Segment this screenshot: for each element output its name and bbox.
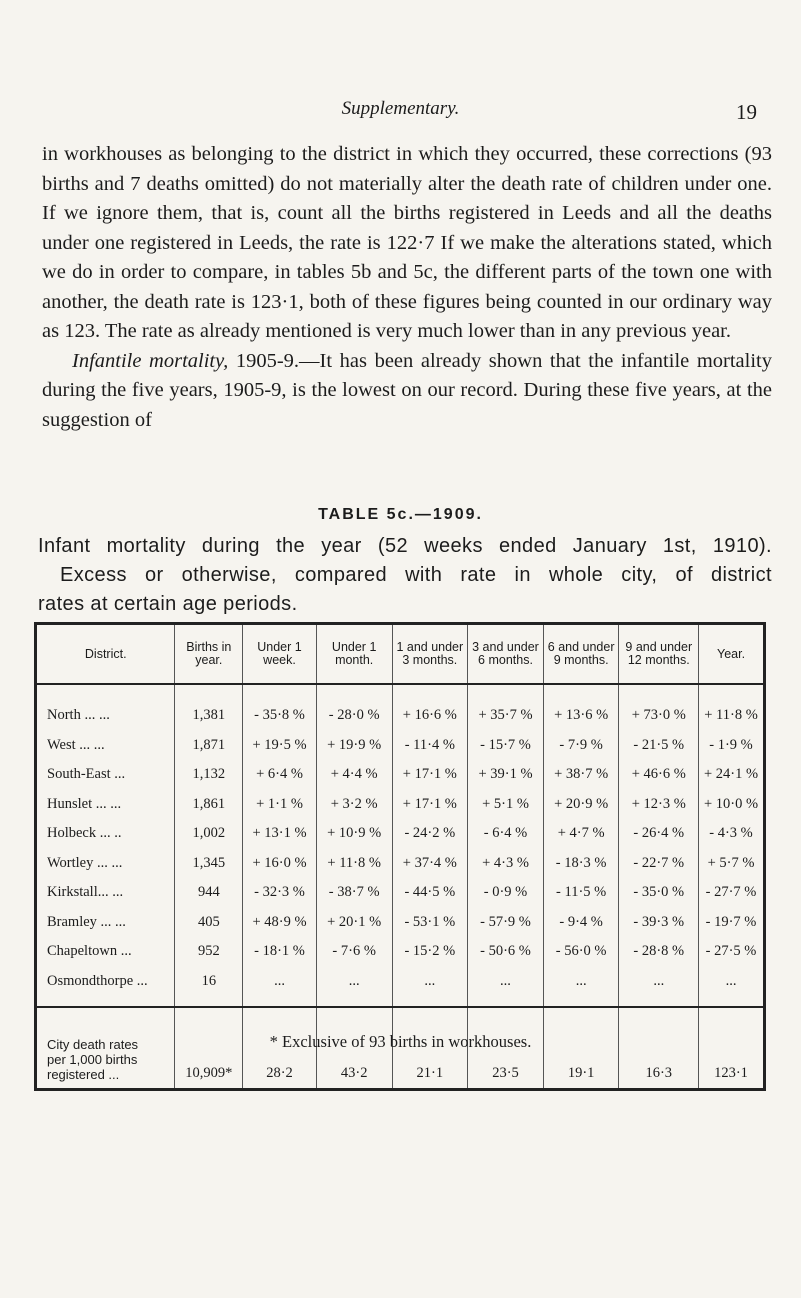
paragraph-2-heading: Infantile mortality, bbox=[72, 349, 229, 372]
table-cell: - 50·6 % bbox=[468, 937, 544, 967]
table-cell: - 44·5 % bbox=[392, 878, 468, 908]
table-row bbox=[36, 819, 765, 849]
table-cell: - 24·2 % bbox=[392, 819, 468, 849]
col-header: 3 and under 6 months. bbox=[468, 624, 544, 685]
table-cell: 1,345 bbox=[175, 849, 243, 879]
table-cell: - 38·7 % bbox=[316, 878, 392, 908]
table-cell: - 1·9 % bbox=[709, 736, 753, 753]
col-header: Year. bbox=[699, 624, 765, 685]
body-text bbox=[42, 140, 772, 435]
table-cell: + 17·1 % bbox=[392, 760, 468, 790]
table-cell: - 56·0 % bbox=[543, 937, 619, 967]
table-cell: + 11·8 % bbox=[704, 707, 758, 724]
total-cell: 10,909* bbox=[175, 1007, 243, 1090]
district-name: North ... ... bbox=[36, 684, 175, 731]
table-cell: - 28·8 % bbox=[619, 937, 699, 967]
table-cell: + 20·9 % bbox=[543, 790, 619, 820]
table-cell: ... bbox=[468, 967, 544, 1008]
table-cell: + 4·7 % bbox=[543, 819, 619, 849]
table-row bbox=[36, 760, 765, 790]
table-cell: + 11·8 % bbox=[316, 849, 392, 879]
table-cell: 1,002 bbox=[175, 819, 243, 849]
running-head: Supplementary. bbox=[341, 98, 460, 119]
table-cell: + 4·4 % bbox=[316, 760, 392, 790]
district-name: West ... ... bbox=[36, 731, 175, 761]
table-cell: - 22·7 % bbox=[619, 849, 699, 879]
table-cell: + 5·7 % bbox=[707, 854, 755, 871]
page-number: 19 bbox=[736, 100, 757, 124]
table-cell: 1,381 bbox=[175, 684, 243, 731]
table-cell: + 24·1 % bbox=[703, 766, 759, 783]
table-cell: + 48·9 % bbox=[243, 908, 317, 938]
table-row bbox=[36, 908, 765, 938]
col-header: 1 and under 3 months. bbox=[392, 624, 468, 685]
table-cell: + 37·4 % bbox=[392, 849, 468, 879]
table-cell: - 35·0 % bbox=[619, 878, 699, 908]
table-cell: - 53·1 % bbox=[392, 908, 468, 938]
table-cell: - 7·6 % bbox=[316, 937, 392, 967]
table-cell: + 16·6 % bbox=[392, 684, 468, 731]
table-cell: + 13·1 % bbox=[243, 819, 317, 849]
col-header: 6 and under 9 months. bbox=[543, 624, 619, 685]
table-cell: ... bbox=[619, 967, 699, 1008]
table-header-row bbox=[36, 624, 765, 685]
table-cell: + 20·1 % bbox=[316, 908, 392, 938]
table-cell: + 3·2 % bbox=[316, 790, 392, 820]
paragraph-1: in workhouses as belonging to the district in which they occurred, these corrections (93 births and 7 deaths omitted) do not materially alter the death rate of children under one. If we ignore them, that is, count all the births registered in Leeds and all the deaths under one registered in Leeds, the rate is 122·7 If we make the alterations stated, which we do in order to compare, in tables 5b and 5c, the different parts of the town one with another, the death rate is 123·1, both of these figures being counted in our ordinary way as 123. The rate as already mentioned is very much lower than in any previous year. bbox=[42, 143, 772, 342]
total-label-line: City death rates bbox=[47, 1037, 139, 1052]
table-cell: + 19·9 % bbox=[316, 731, 392, 761]
table-cell: 16 bbox=[175, 967, 243, 1008]
table-cell: - 18·1 % bbox=[243, 937, 317, 967]
paragraph-2-text: 1905-9.—It has been already shown that the infantile mortality during the five years, 1905-9, is the lowest on our record. During these five years, at the suggestion of bbox=[42, 349, 772, 431]
table-cell: + 73·0 % bbox=[619, 684, 699, 731]
table-cell: 944 bbox=[175, 878, 243, 908]
district-name: Osmondthorpe ... bbox=[36, 967, 175, 1008]
district-name: South-East ... bbox=[36, 760, 175, 790]
total-cell: 23·5 bbox=[468, 1007, 544, 1090]
table-cell: ... bbox=[725, 972, 737, 989]
col-header: Births in year. bbox=[175, 624, 243, 685]
table-cell: ... bbox=[243, 967, 317, 1008]
caption-line-2: Excess or otherwise, compared with rate in whole city, of district bbox=[60, 564, 772, 586]
table-cell: ... bbox=[316, 967, 392, 1008]
table-cell: - 7·9 % bbox=[543, 731, 619, 761]
table-cell: - 28·0 % bbox=[316, 684, 392, 731]
table-body bbox=[36, 684, 765, 1007]
table-cell: + 19·5 % bbox=[243, 731, 317, 761]
district-name: Chapeltown ... bbox=[36, 937, 175, 967]
table-row bbox=[36, 849, 765, 879]
table-cell: - 32·3 % bbox=[243, 878, 317, 908]
district-name: Bramley ... ... bbox=[36, 908, 175, 938]
table-row bbox=[36, 684, 765, 731]
table-cell: ... bbox=[392, 967, 468, 1008]
infant-mortality-table bbox=[34, 622, 766, 1091]
table-cell: - 19·7 % bbox=[705, 913, 757, 930]
table-cell: + 16·0 % bbox=[243, 849, 317, 879]
table-row bbox=[36, 731, 765, 761]
table-cell: + 10·0 % bbox=[703, 795, 759, 812]
table-cell: - 15·2 % bbox=[392, 937, 468, 967]
table-cell: - 57·9 % bbox=[468, 908, 544, 938]
table-cell: + 35·7 % bbox=[468, 684, 544, 731]
total-cell: 28·2 bbox=[243, 1007, 317, 1090]
table-cell: 952 bbox=[175, 937, 243, 967]
table-cell: + 12·3 % bbox=[619, 790, 699, 820]
table-cell: 405 bbox=[175, 908, 243, 938]
total-cell: 16·3 bbox=[619, 1007, 699, 1090]
table-cell: + 38·7 % bbox=[543, 760, 619, 790]
table-title: TABLE 5c.—1909. bbox=[318, 506, 483, 523]
table-cell: - 11·4 % bbox=[392, 731, 468, 761]
col-header: District. bbox=[36, 624, 175, 685]
table-cell: + 17·1 % bbox=[392, 790, 468, 820]
table-cell: - 39·3 % bbox=[619, 908, 699, 938]
table-cell: - 15·7 % bbox=[468, 731, 544, 761]
table-cell: - 6·4 % bbox=[468, 819, 544, 849]
table-cell: + 10·9 % bbox=[316, 819, 392, 849]
table-cell: + 13·6 % bbox=[543, 684, 619, 731]
table-cell: - 11·5 % bbox=[543, 878, 619, 908]
table-row bbox=[36, 790, 765, 820]
table-cell: 1,861 bbox=[175, 790, 243, 820]
table-cell: - 26·4 % bbox=[619, 819, 699, 849]
table-cell: 1,871 bbox=[175, 731, 243, 761]
table-cell: + 1·1 % bbox=[243, 790, 317, 820]
table-cell: 1,132 bbox=[175, 760, 243, 790]
col-header: Under 1 month. bbox=[316, 624, 392, 685]
total-cell: 123·1 bbox=[699, 1007, 765, 1090]
table-row bbox=[36, 878, 765, 908]
district-name: Holbeck ... .. bbox=[36, 819, 175, 849]
table-row bbox=[36, 967, 765, 1008]
table-cell: - 9·4 % bbox=[543, 908, 619, 938]
col-header: 9 and under 12 months. bbox=[619, 624, 699, 685]
table-cell: + 4·3 % bbox=[468, 849, 544, 879]
total-cell: 19·1 bbox=[543, 1007, 619, 1090]
table-cell: + 5·1 % bbox=[468, 790, 544, 820]
table-caption bbox=[32, 532, 772, 619]
total-cell: 21·1 bbox=[392, 1007, 468, 1090]
table-cell: - 4·3 % bbox=[709, 825, 753, 842]
paragraph-2 bbox=[42, 347, 772, 436]
table-cell: ... bbox=[543, 967, 619, 1008]
table-cell: + 39·1 % bbox=[468, 760, 544, 790]
caption-line-1: Infant mortality during the year (52 weeks ended January 1st, 1910). bbox=[38, 535, 772, 557]
table-cell: - 27·7 % bbox=[705, 884, 757, 901]
district-name: Wortley ... ... bbox=[36, 849, 175, 879]
total-label-line: per 1,000 births bbox=[47, 1052, 138, 1067]
table-row bbox=[36, 937, 765, 967]
total-label-line: registered ... bbox=[47, 1067, 120, 1082]
table-cell: - 27·5 % bbox=[705, 943, 757, 960]
total-cell: 43·2 bbox=[316, 1007, 392, 1090]
district-name: Hunslet ... ... bbox=[36, 790, 175, 820]
district-name: Kirkstall... ... bbox=[36, 878, 175, 908]
col-header: Under 1 week. bbox=[243, 624, 317, 685]
table-cell: - 21·5 % bbox=[619, 731, 699, 761]
table-cell: - 18·3 % bbox=[543, 849, 619, 879]
table-cell: - 0·9 % bbox=[468, 878, 544, 908]
table-cell: + 6·4 % bbox=[243, 760, 317, 790]
table-cell: - 35·8 % bbox=[243, 684, 317, 731]
table-cell: + 46·6 % bbox=[619, 760, 699, 790]
caption-line-3: rates at certain age periods. bbox=[38, 593, 298, 615]
table-footnote: * Exclusive of 93 births in workhouses. bbox=[269, 1032, 532, 1051]
